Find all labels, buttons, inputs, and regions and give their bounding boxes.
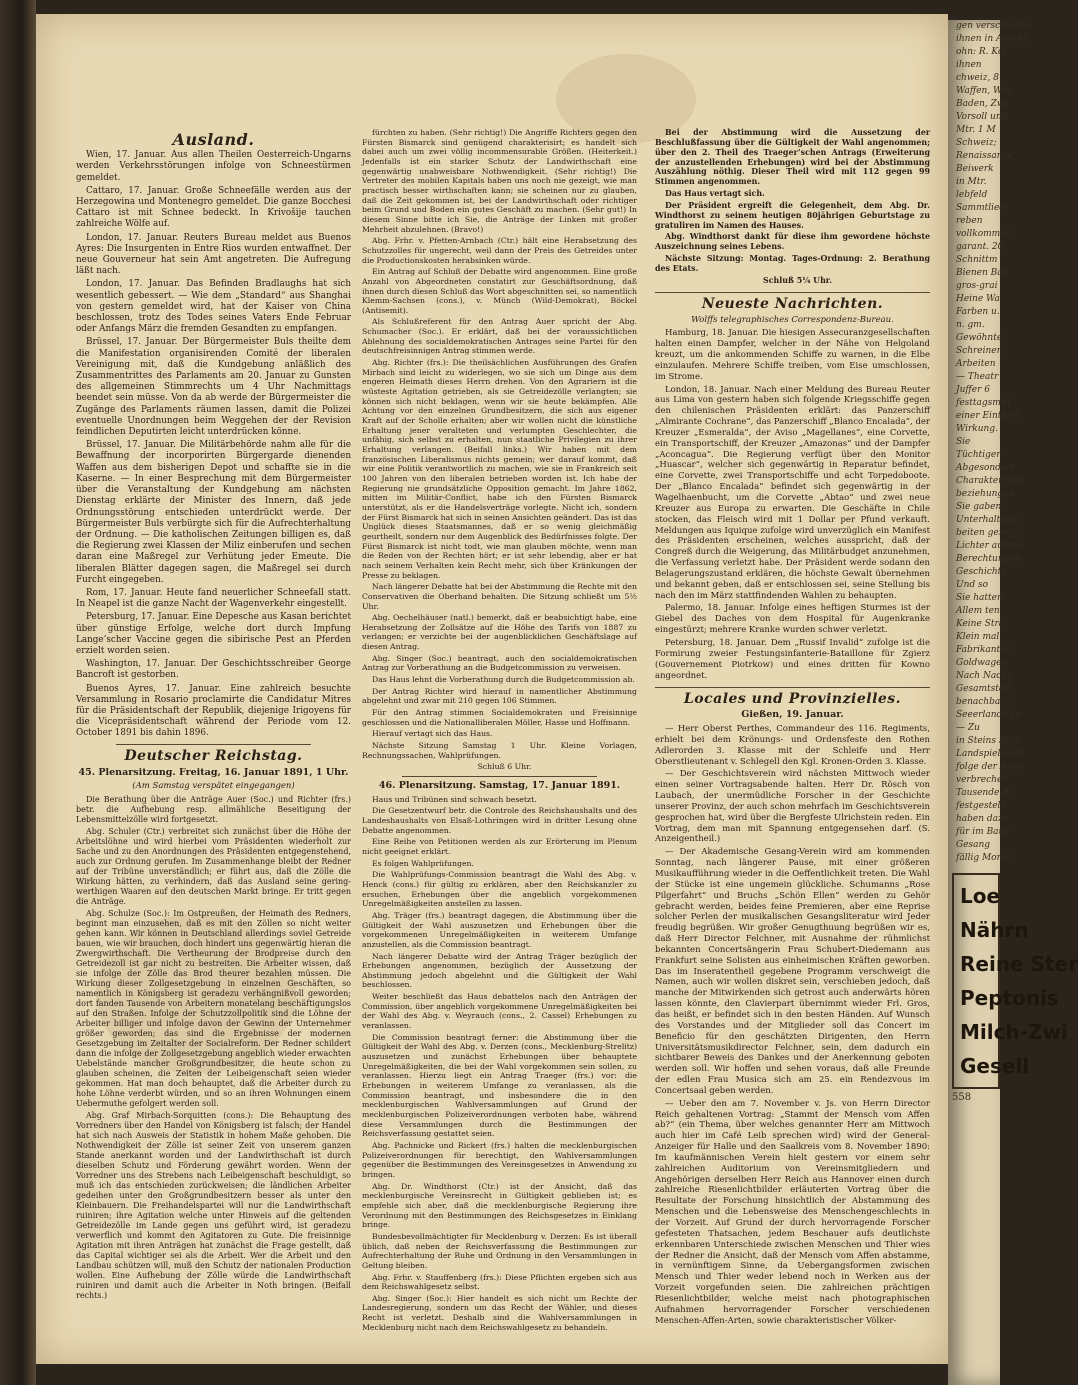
debate-paragraph: Schluß 5¼ Uhr. <box>763 275 832 285</box>
debate-paragraph: Abg. Graf Mirbach-Sorquitten (cons.): Die Behauptung des Vorredners über den Handel von Königsberg ist falsch; der Handel hat sich nach Ausweis der Statistik in hohem Maße gehoben. Die Nothwendigkeit der Zölle ist seiner Zeit von unserem ganzen Stande anerkannt worden und der Landwirthschaft ist durch dieselben Schutz und Förderung gewährt worden. Wenn der Vorredner uns des Strebens nach Leibeigenschaft beschuldigt, so muß ich das entschieden zurückweisen; die ländlichen Arbeiter gedeihen unter den Großgrundbesitzern besser als unter den Kleinbauern. Die Freihandelspartei will nur die Landwirthschaft ruiniren; ihre Agitation welche unter Hinweis auf die geltenden Getreidezölle im Lande gegen uns geführt wird, ist geradezu verwerflich und kommt den Agitatoren zu Gute. Die freisinnige Agitation mit ihren Anträgen hat zunächst die Frage gestellt, daß das Capital wichtiger sei als die Arbeit. Wer die Arbeit und den Landbau schützen will, muß den Schutz der nationalen Production wollen. Eine Aufhebung der Zölle würde die Landwirthschaft ruiniren und damit auch die Arbeiter in Noth bringen. (Beifall rechts.) <box>76 1111 351 1301</box>
news-item: Palermo, 18. Januar. Infolge eines heftigen Sturmes ist der Giebel des Daches von dem Hospital für Augenkranke eingestürzt; mehrere Kranke wurden schwer verletzt. <box>655 603 930 636</box>
debate-paragraph: Abg. Windthorst dankt für diese ihm gewordene höchste Auszeichnung seines Lebens. <box>655 232 930 252</box>
adjacent-text-fragment: festgestellt <box>956 801 1007 811</box>
adjacent-text-fragment: — Theatr <box>956 372 999 382</box>
ausland-articles <box>76 150 351 739</box>
section-heading-reichstag: Deutscher Reichstag. <box>124 747 303 764</box>
advertisement-line: Gesell <box>960 1054 1030 1078</box>
local-item: — Der Geschichtsverein wird nächsten Mittwoch wieder einen seiner Vortragsabende halten. Herr Dr. Rösch von Laubach, der unermüdliche Forscher in der Geschichte unserer Provinz, der auch schon mehrfach im Geschichtsverein gesprochen hat, wird über die Bergfeste Ulrichstein reden. Ein Vortrag, dem man mit Spannung entgegensehen darf. (S. Anzeigentheil.) <box>655 769 930 845</box>
adjacent-text-fragment: Nach Nachr <box>956 671 1012 681</box>
adjacent-page-edge <box>948 20 1078 1385</box>
adjacent-text-fragment: Sammtlied <box>956 203 1006 213</box>
debate-paragraph: Bundesbevollmächtigter für Mecklenburg v. Derzen: Es ist überall üblich, daß neben der Reichsverfassung die Bestimmungen zur Aufrechterhaltung der Ruhe und Ordnung in den Versammlungen in Geltung bleiben. <box>362 1231 637 1270</box>
debate-paragraph: Nächste Sitzung Samstag 1 Uhr. Kleine Vorlagen, Rechnungssachen, Wahlprüfungen. <box>362 741 637 760</box>
adjacent-text-fragment: haben dazu <box>956 814 1009 824</box>
debate-paragraph: Bei der Abstimmung wird die Aussetzung der Beschlußfassung über die Gültigkeit der Wahl angenommen; über den 2. Theil des Traeger’schen Antrags (Erweiterung der anzustellenden Erhebungen) wird bei der Abstimmung Auszählung nöthig. Dieser Theil wird mit 112 gegen 99 Stimmen angenommen. <box>655 128 930 187</box>
news-item: Washington, 17. Januar. Der Geschichtsschreiber George Bancroft ist gestorben. <box>76 659 351 681</box>
debate-paragraph: Der Antrag Richter wird hierauf in namentlicher Abstimmung abgelehnt und zwar mit 210 gegen 106 Stimmen. <box>362 686 637 706</box>
adjacent-text-fragment: vollkommen <box>956 229 1012 239</box>
adjacent-text-fragment: benachbart, <box>956 697 1011 707</box>
section-heading-locales: Locales und Provinzielles. <box>683 691 902 708</box>
adjacent-text-fragment: garant. 20 <box>956 242 1004 252</box>
debate-paragraph: Nach längerer Debatte hat bei der Abstimmung die Rechte mit den Conservativen die Oberhand behalten. Die Sitzung schließt um 5½ Uhr. <box>362 582 637 611</box>
adjacent-text-fragment: Unterhaltung <box>956 515 1018 525</box>
debate-paragraph: Die Gesetzentwurf betr. die Controle des Reichshaushalts und des Landeshaushalts von Elsaß-Lothringen wird in dritter Lesung ohne Debatte angenommen. <box>362 806 637 835</box>
adjacent-text-fragment: Lichter aufzun <box>956 541 1023 551</box>
adjacent-text-fragment: Schnittm <box>956 255 998 265</box>
adjacent-text-fragment: Gewöhnte <box>956 333 1003 343</box>
local-item: — Der Akademische Gesang-Verein wird am kommenden Sonntag, nach längerer Pause, mit einer größeren Musikaufführung wieder in die Oeffentlichkeit treten. Die Wahl der Stücke ist eine ungemein glückliche. Schumanns „Rose Pilgerfahrt“ und Bruchs „Schön Ellen“ werden zu Gehör gebracht werden, beides feine Premieren, aber eine Reprise solcher Perlen der musikalischen Gesangsliteratur wird Jeder freudig begrüßen. Wir großer Genugthuung begrüßen wir es, daß Herr Director Felchner, mit Ausnahme der rühmlichst bekannten Concertsängerin Frau Schubert-Diedemann aus Frankfurt seine Solisten aus einheimischen Kräften geworben. Das im Inseratentheil gegebene Programm verschweigt die Namen, auch wir wollen diskret sein, verschieben jedoch, daß manche der Mitwirkenden sich getrost auch anderwärts hören lassen könnte, den Clavierpart übernimmt wieder Frl. Gros, das heißt, er befindet sich in den besten Händen. Auf Wunsch des Vorstandes und der Mitglieder soll das Concert im Beneficio für den geschätzten Dirigenten, den Herrn Universitätsmusikdirector Felchner, sein, dem dadurch ein sichtbarer Beweis des Dankes und der Anerkennung geboten werden soll. Wir hoffen und sehen voraus, daß alle Freunde der edlen Frau Musica sich am 25. ein Rendezvous im Concertsaal geben werden. <box>655 847 930 1096</box>
debate-paragraph: Der Präsident ergreift die Gelegenheit, dem Abg. Dr. Windthorst zu seinem heutigen 80jährigen Geburtstage zu gratuliren im Namen des Hauses. <box>655 200 930 230</box>
news-item: London, 17. Januar. Reuters Bureau meldet aus Buenos Ayres: Die Insurgenten in Entre Rios wurden entwaffnet. Der neue Gouverneur hat sein Amt angetreten. Die Aufregung läßt nach. <box>76 232 351 277</box>
local-item: — Herr Oberst Perthes, Commandeur des 116. Regiments, erhielt bei dem Krönungs- und Ordensfeste den Rothen Adlerorden 3. Klasse mit der Schleife und Herr Oberstlieutenant v. Schlegell den Kgl. Kronen-Orden 3. Klasse. <box>655 724 930 767</box>
adjacent-text-fragment: Sie <box>956 437 971 447</box>
news-item: Petersburg, 18. Januar. Dem „Russif Invalid“ zufolge ist die Formirung zweier Festungsinfanterie-Bataillone für Zgierz (Gouvernement Piotrkow) und eines dritten für Kowno angeordnet. <box>655 637 930 681</box>
debate-paragraph: Abg. Singer (Soc.) beantragt, auch den socialdemokratischen Antrag zur Vorberathung an die Budgetcommission zu verweisen. <box>362 653 637 673</box>
adjacent-text-fragment: einer Eintheit <box>956 411 1019 421</box>
adjacent-text-fragment: Fabrikanten <box>956 645 1012 655</box>
adjacent-text-fragment: Und so <box>956 580 989 590</box>
adjacent-text-fragment: Bienen Bau <box>956 268 1009 278</box>
debate-paragraph: Eine Reihe von Petitionen werden als zur Erörterung im Plenum nicht geeignet erklärt. <box>362 837 637 856</box>
session-subtitle: (Am Samstag verspätet eingegangen) <box>132 780 295 791</box>
advertisement-line: Loe <box>960 884 1001 908</box>
advertisement-line: Milch-Zwi <box>960 1020 1068 1044</box>
dateline: Gießen, 19. Januar. <box>741 709 844 721</box>
local-item: — Ueber den am 7. November v. Js. von Herrn Director Reich gehaltenen Vortrag: „Stammt der Mensch vom Affen ab?“ (ein Thema, über welches genannter Herr am Mittwoch auch hier im Café Leib sprechen wird) wird der General-Anzeiger für Halle und den Saalkreis vom 8. November 1890: Im kaufmännischen Verein hielt gestern vor einem sehr zahlreichen Auditorium von Vereinsmitgliedern und Angehörigen derselben Herr Reich aus Hannover einen durch zahlreiche Riesenlichtbilder erläuterten Vortrag über die Resultate der Forschung hinsichtlich der Abstammung des Menschen und die Lebensweise des Menschengeschlechts in der Vorzeit. Auf Grund der durch hervorragende Forscher gefesteten Thatsachen, jedem Beschauer aufs deutlichste erkennbaren Unterschiede zwischen Menschen und Thier wies der Redner die Ansicht, daß der Mensch vom Affen abstamme, in vernünftigem Sinne, da Uebergangsformen zwischen Mensch und Thier weder lebend noch in Werken aus der Vorzeit vorgefunden seien. Die zahlreichen prächtigen Riesenlichtbilder, welche meist nach photographischen Aufnahmen hervorragender Forscher verschiedenen Menschen-Affen-Arten, sowie charakteristischer Völker- <box>655 1098 930 1326</box>
debate-paragraph: Abg. Pachnicke und Rickert (frs.) halten die mecklenburgischen Polizeiverordnungen für berechtigt, den Wahlversammlungen gegenüber die Bestimmungen des Vereinsgesetzes in Anwendung zu bringen. <box>362 1140 637 1179</box>
debate-paragraph: Hierauf vertagt sich das Haus. <box>372 729 493 739</box>
news-item: Cattaro, 17. Januar. Große Schneefälle werden aus der Herzegowina und Montenegro gemeldet. Die ganze Bocchesi Cattaro ist mit Schnee bedeckt. In Krivošije tauchen zahlreiche Wölfe auf. <box>76 185 351 230</box>
section-heading-ausland: Ausland. <box>172 130 255 149</box>
divider <box>116 744 311 745</box>
adjacent-text-fragment: Geschichte <box>956 567 1007 577</box>
adjacent-text-fragment: reben <box>956 216 983 226</box>
adjacent-text-fragments <box>948 20 1032 865</box>
adjacent-text-fragment: folge der Anku <box>956 762 1024 772</box>
debate-paragraph: Die Berathung über die Anträge Auer (Soc.) und Richter (frs.) betr. die Aufhebung resp. allmähliche Beseitigung der Lebensmittelzölle wird fortgesetzt. <box>76 795 351 825</box>
news-item: London, 18. Januar. Nach einer Meldung des Bureau Reuter aus Lima von gestern haben sich folgende Kriegsschiffe gegen den chilenischen Präsidenten erklärt: das Panzerschiff „Almirante Cochrane“, das Panzerschiff „Blanco Encalada“, der Kreuzer „Esmeralda“, der Aviso „Magellanes“, eine Corvette, ein Transportschiff, der Kreuzer „Amazonas“ und der Dampfer „Aconcagua“. Die Regierung verfügt über den Monitor „Huascar“, welcher sich gegenwärtig in Reparatur befindet, eine Corvette, zwei Transportschiffe und acht Torpedoboote. Der „Blanco Encalada“ befindet sich gegenwärtig in der Wagelhaenbucht, um die Corvette „Abtao“ und zwei neue Kreuzer aus Europa zu erwarten. Die Geschäfte in Chile stocken, das Fleisch wird mit 1 Dollar per Pfund verkauft. Meldungen aus Iquique zufolge wird unverzüglich ein Manifest des Präsidenten erscheinen, welches ausspricht, daß der Congreß durch die Weigerung, das Militärbudget anzunehmen, die Verfassung verletzt habe. Der Präsident werde sodann den Belagerungszustand erklären, die höchste Gewalt übernehmen und bekannt geben, daß er entschlossen sei, seine Stellung bis nach den im März stattfindenden Wahlen zu behaupten. <box>655 384 930 601</box>
adjacent-text-fragment: für im Bauz <box>956 827 1010 837</box>
adjacent-text-fragment: Sie gaben <box>956 502 1002 512</box>
news-item: Petersburg, 17. Januar. Eine Depesche aus Kasan berichtet über günstige Erfolge, welche dort durch Impfung Lange’scher Vaccine gegen die sibirische Pest an Pferden erzielt worden seien. <box>76 612 351 656</box>
book-binding <box>0 0 36 1385</box>
adjacent-text-fragment: Gesamtstell <box>956 684 1010 694</box>
adjacent-text-fragment: Tüchtiger <box>956 450 1001 460</box>
column-nachrichten <box>655 128 930 1328</box>
advertisement-line: Reine Ster <box>960 952 1078 976</box>
adjacent-text-fragment: Landspielgesel <box>956 749 1025 759</box>
debate-paragraph: Es folgen Wahlprüfungen. <box>372 858 475 868</box>
adjacent-text-fragment: ihnen in Anschl <box>956 34 1027 44</box>
debate-paragraph: Das Haus lehnt die Vorberathung durch die Budgetcommission ab. <box>372 675 635 685</box>
divider <box>655 292 930 293</box>
adjacent-text-fragment: ihnen <box>956 60 982 70</box>
news-item: Brüssel, 17. Januar. Die Militärbehörde nahm alle für die Bewaffnung der incorporirten Bürgergarde dienenden Waffen aus dem bisherigen Depot und schaffte sie in die Kaserne. — In einer Besprechung mit dem Bürgermeister über die Veranstaltung der Kundgebung am nächsten Dienstag erklärte der Minister des Innern, daß jede Ordnungsstörung entschieden unterdrückt werde. Der Bürgermeister Buls verbürgte sich für die Aufrechterhaltung der Ordnung. — Die katholischen Zeitungen billigen es, daß die Regierung zwei Klassen der Miliz einberufen und sechen daran eine Maßregel zur Verhütung jeder Emeute. Die liberalen Blätter dagegen sagen, die Maßregel sei durch Furcht eingegeben. <box>76 440 351 585</box>
section-heading-nachrichten: Neueste Nachrichten. <box>701 295 884 312</box>
adjacent-text-fragment: verbrecher <box>956 775 1007 785</box>
debate-paragraph: Nach längerer Debatte wird der Antrag Träger bezüglich der Erhebungen angenommen, bezüglich der Aussetzung der Abstimmung jedoch abgelehnt und die Gültigkeit der Wahl beschlossen. <box>362 951 637 990</box>
adjacent-text-fragment: Schreiner, <box>956 346 1003 356</box>
adjacent-text-fragment: lebfeld <box>956 190 988 200</box>
adjacent-text-fragment: Arbeiten <box>956 359 996 369</box>
debate-paragraph: Abg. Träger (frs.) beantragt dagegen, die Abstimmung über die Gültigkeit der Wahl auszusetzen und Erhebungen über die vorgekommenen Unregelmäßigkeiten in weiterem Umfange anzustellen, als die Commission beantragt. <box>362 910 637 949</box>
adjacent-text-fragment: chweiz, 8 <box>956 73 999 83</box>
adjacent-text-fragment: Waffen, Wag <box>956 86 1013 96</box>
debate-paragraph: Die Commission beantragt ferner: die Abstimmung über die Gültigkeit der Wahl des Abg. v. Derzen (cons., Mecklenburg-Strelitz) auszusetzen und zunächst Erhebungen über behauptete Unregelmäßigkeiten, die bei der Wahl vorgekommen sein sollen, zu veranlassen. Hierzu liegt ein Antrag Traeger (frs.) vor: die Erhebungen in weiterem Umfange zu veranlassen, als die Commission beantragt, und insbesondere die in den mecklenburgischen Wahlversammlungen auf Grund der mecklenburgischen Polizeiverordnungen verboten habe, während diese Versammlungen durch die Bestimmungen der Reichsverfassung gestattet seien. <box>362 1032 637 1139</box>
news-item: Hamburg, 18. Januar. Die hiesigen Assecuranzgesellschaften halten einen Dampfer, welcher in der Nähe von Helgoland kreuzt, um die ankommenden Schiffe zu warnen, in die Elbe einzulaufen. Mehrere Schiffe treiben, vom Eise umschlossen, im Strome. <box>655 328 930 382</box>
adjacent-text-fragment: Wirkung. <box>956 424 998 434</box>
session-title: 45. Plenarsitzung. Freitag, 16. Januar 1891, 1 Uhr. <box>78 766 349 778</box>
adjacent-text-fragment: ohn: R. Kol <box>956 47 1007 57</box>
adjacent-text-fragment: Keine Stra <box>956 619 1005 629</box>
adjacent-text-fragment: Farben u. <box>956 307 1000 317</box>
adjacent-text-fragment: Goldwagen <box>956 658 1008 668</box>
adjacent-text-fragment: Allem ten <box>956 606 1000 616</box>
adjacent-text-fragment: Mtr. 1 M <box>956 125 996 135</box>
adjacent-text-fragment: gen verschieden <box>956 21 1032 31</box>
debate-paragraph: Abg. Richter (frs.): Die theilsächlichen Ausführungen des Grafen Mirbach sind leicht zu widerlegen, wo sie sich um Dinge aus dem engeren Heimath dieses Herrn drehen. Von den Agrariern ist die wüsteste Agitation getrieben, als sie Getreidezölle verlangten; sie können sich nicht beklagen, wenn wir sie heute bekämpfen. Alle Achtung vor den einzelnen Grundbesitzern, die sich aus eigener Kraft auf der Scholle erhalten; aber wir wollen nicht die künstliche Erhaltung jener veralteten und verlumpten Geschlechter, die unfähig, sich selbst zu erhalten, nun staatliche Privilegien zu ihrer Erhaltung verlangen. (Beifall links.) Wir haben mit dem französischen Liberalismus nichts gemein; wer darauf kommt, daß wir eine Politik verantwortlich zu machen, wie sie in Frankreich seit 100 Jahren von den liberalen betrieben worden ist. Ich habe der Regierung nie grundsätzliche Opposition gemacht. Im Jahre 1862, mitten im Militär-Conflict, habe ich den Fürsten Bismarck unterstützt, als er die Handelsverträge vorlegte. Nicht ich, sondern der Fürst Bismarck hat sich in seinen Ansichten geändert. Das ist das Unglück dieses Staatsmannes, daß er so wenig gleichmäßig geurtheilt, sondern nur dem Augenblick des Bedürfnisses folgte. Der Fürst Bismarck ist nicht todt, wie man glauben möchte, wenn man die Reden von der Rechten hört; er ist sehr lebendig, aber er hat nach seinem Verhalten kein Recht mehr, sich über Kränkungen der Presse zu beklagen. <box>362 358 637 580</box>
adjacent-text-fragment: — Zu <box>956 723 980 733</box>
adjacent-text-fragment: Schweiz; <box>956 138 997 148</box>
debate-paragraph: Als Schlußreferent für den Antrag Auer spricht der Abg. Schumacher (Soc.). Er erklärt, daß bei der voraussichtlichen Ablehnung des socialdemokratischen Antrages seine Partei für den deutschfreisinnigen Antrag stimmen werde. <box>362 317 637 356</box>
section-subheading: Wolffs telegraphisches Correspondenz-Bureau. <box>691 314 894 325</box>
debate-paragraph: Nächste Sitzung: Montag. Tages-Ordnung: 2. Berathung des Etats. <box>655 254 930 273</box>
advertisement-line: Peptonis <box>960 986 1059 1010</box>
adjacent-text-fragment: Beiwerk <box>956 164 994 174</box>
debate-paragraph: Haus und Tribünen sind schwach besetzt. <box>372 794 537 804</box>
debate-paragraph: Ein Antrag auf Schluß der Debatte wird angenommen. Eine große Anzahl von Abgeordneten constatirt zur Geschäftsordnung, daß ihnen durch diesen Schluß das Wort abgeschnitten sei, so namentlich Klemm-Sachsen (cons.), v. Münch (Wild-Demokrat), Böckel (Antisemit). <box>362 267 637 315</box>
debate-paragraph: Abg. Dr. Windthorst (Ctr.) ist der Ansicht, daß das mecklenburgische Vereinsrecht in Gültigkeit geblieben ist; es empfehle sich aber, daß die mecklenburgische Regierung ihre Verordnung mit den Bestimmungen des Reichsgesetzes in Einklang bringe. <box>362 1181 637 1230</box>
debate-paragraph: Die Wahlprüfungs-Commission beantragt die Wahl des Abg. v. Henck (cons.) für gültig zu erklären, aber den Reichskanzler zu ersuchen, Erhebungen über die angeblich vorgekommenen Unregelmäßigkeiten anstellen zu lassen. <box>362 870 637 909</box>
column-reichstag-cont <box>362 128 637 1334</box>
debate-paragraph: Schluß 6 Uhr. <box>477 762 532 772</box>
adjacent-text-fragment: Heine Wa <box>956 294 1000 304</box>
adjacent-text-fragment: fällig Morge <box>956 853 1012 863</box>
debate-paragraph: Weiter beschließt das Haus debattelos nach den Anträgen der Commission, über angeblich vorgekommene Unregelmäßigkeiten bei der Wahl des Abg. v. Weyrauch (cons., 2. Cassel) Erhebungen zu veranlassen. <box>362 992 637 1031</box>
advertisement-line: Nährn <box>960 918 1029 942</box>
news-item: Rom, 17. Januar. Heute fand neuerlicher Schneefall statt. In Neapel ist die ganze Nacht der Wagenverkehr eingestellt. <box>76 587 351 610</box>
debate-paragraph: Abg. Schuler (Ctr.) verbreitet sich zunächst über die Höhe der Arbeitslöhne und wird hierbei vom Präsidenten wiederholt zur Sache und zu den Anordnungen des Präsidenten entgegenstehend, auch zur Ordnung gerufen. Im Zusammenhange bleibt der Redner auf der Tribüne unverständlich; er führt aus, daß die Zölle die Wirkung hätten, zu verhindern, daß das Ausland seine gering-werthigen Waaren auf den deutschen Markt bringe. Er tritt gegen die Anträge. <box>76 827 351 907</box>
adjacent-text-fragment: beiten gezeig <box>956 528 1018 538</box>
adjacent-text-fragment: Baden, Zwi <box>956 99 1008 109</box>
adjacent-text-fragment: Tausende Br <box>956 788 1014 798</box>
session-title: 46. Plenarsitzung. Samstag, 17. Januar 1891. <box>378 780 621 791</box>
advertisement-box <box>952 873 1078 1089</box>
adjacent-text-fragment: Abgesondert <box>956 463 1015 473</box>
news-item: Brüssel, 17. Januar. Der Bürgermeister Buls theilte dem die Manifestation organisirenden Comité der liberalen Vereinigung mit, daß die Kundgebung anläßlich des Zusammentrittes des Parlaments am 20. Januar zu Gunsten des allgemeinen Stimmrechts um 4 Uhr Nachmittags beendet sein müsse. Von da ab werde der Bürgermeister die Zugänge des Parlaments räumen lassen, damit die Polizei eventuelle Unordnungen beim Weggehen der der Revision feindlichen Deputirten leicht unterdrücken könne. <box>76 337 351 438</box>
adjacent-text-fragment: Gesang <box>956 840 991 850</box>
debate-paragraph: Abg. Oechelhäuser (natl.) bemerkt, daß er beabsichtigt habe, eine Herabsetzung der Zollsätze auf die Höhe des Tarifs von 1887 zu verlangen; er verzichte bei der augenblicklichen Geschäftslage auf diesen Antrag. <box>362 613 637 652</box>
debate-paragraph: Abg. Singer (Soc.): Hier handelt es sich nicht um Rechte der Landesregierung, sondern um das Recht der Wähler, und dieses Recht ist verletzt. Deshalb sind die Wahlversammlungen in Mecklenburg nicht nach dem Reichswahlgesetz zu behandeln. <box>362 1293 637 1332</box>
debate-paragraph: fürchten zu haben. (Sehr richtig!) Die Angriffe Richters gegen den Fürsten Bismarck sind genügend charakterisirt; es handelt sich dabei auch um zwei völlig incommensurable Größen. (Heiterkeit.) Jedenfalls ist ein starker Schutz der Landwirthschaft eine gegenwärtig unabweisbare Nothwendigkeit. (Sehr richtig!) Die Vertreter des mobilen Kapitals haben uns noch nie gezeigt, wie man practisch besser wirthschaften kann; sie scheinen nur zu glauben, daß die Zeit gekommen ist, bei der Landwirthschaft oder richtiger beim Grund und Boden ein gutes Geschäft zu machen. (Sehr gut!) In diesem Sinne bitte ich Sie, die Anträge der Linken mit großer Mehrheit abzulehnen. (Bravo!) <box>362 128 637 234</box>
debate-paragraph: Abg. Frhr. v. Pfetten-Arnbach (Ctr.) hält eine Herabsetzung des Schutzzolles für ungerecht, weil dann der Preis des Getreides unter die Productionskosten herabsinken würde. <box>362 236 637 265</box>
news-item: Buenos Ayres, 17. Januar. Eine zahlreich besuchte Versammlung in Rosario proclamirte die Candidatur Mitres für die Präsidentschaft der Republik, diejenige Irigoyens für die Vicepräsidentschaft während der Periode vom 12. October 1891 bis dahin 1896. <box>76 683 351 739</box>
adjacent-text-fragment: Charakterzüge <box>956 476 1025 486</box>
adjacent-text-fragment: in Mtr. <box>956 177 987 187</box>
debate-paragraph: Für den Antrag stimmen Socialdemokraten und Freisinnige geschlossen und die Nationalliberalen Möller, Hasse und Hoffmann. <box>362 708 637 727</box>
debate-paragraph: Abg. Frhr. v. Stauffenberg (frs.): Diese Pflichten ergeben sich aus dem Reichswahlgesetz selbst. <box>362 1272 637 1292</box>
debate-paragraph: Das Haus vertagt sich. <box>665 189 765 199</box>
adjacent-text-fragment: beziehungen <box>956 489 1015 499</box>
adjacent-text-fragment: Klein mal <box>956 632 1000 642</box>
adjacent-text-fragment: Renaissance <box>956 151 1013 161</box>
adjacent-text-fragment: Sie hatten <box>956 593 1003 603</box>
column-ausland <box>76 128 351 1303</box>
adjacent-text-fragment: festtagsmitt <box>956 398 1011 408</box>
news-item: London, 17. Januar. Das Befinden Bradlaughs hat sich wesentlich gebessert. — Wie dem „Standard“ aus Shanghai von gestern gemeldet wird, hat der Kaiser von China beschlossen, trotz des Todes seines Vaters Ende Februar oder Anfangs März die fremden Gesandten zu empfangen. <box>76 279 351 335</box>
adjacent-text-fragment: gros-grai <box>956 281 998 291</box>
divider <box>655 687 930 688</box>
adjacent-text-fragment: Berechtung de <box>956 554 1024 564</box>
news-item: Wien, 17. Januar. Aus allen Theilen Oesterreich-Ungarns werden Verkehrsstörungen infolge von Schneestürmen gemeldet. <box>76 150 351 183</box>
divider <box>402 776 597 777</box>
debate-paragraph: Abg. Schulze (Soc.): Im Ostpreußen, der Heimath des Redners, beginnt man einzusehen, daß es mit den Zöllen so nicht weiter gehen kann. Wir können in Deutschland allerdings soviel Getreide bauen, wie wir brauchen, doch hindert uns gegenwärtig hieran die Zwergwirthschaft. Die Vertheurung der Brodpreise durch den Getreidezoll ist gar nicht zu bestreiten. Die Arbeiter wissen, daß sie infolge der Zölle das Brod theurer bezahlen müssen. Die Wirkung dieser Zollgesetzgebung in einzelnen Geschäften, so namentlich in Königsberg ist geradezu verhängnißvoll geworden; dort fanden Tausende von Arbeitern monatelang beschäftigungslos auf den Straßen. Infolge der Schutzzollpolitik sind die Löhne der Arbeiter billiger und infolge davon der Gewinn der Unternehmer größer geworden; das sind die Ergebnisse der modernen Gesetzgebung im Zeitalter der Socialreform. Der Redner schildert dann die infolge der Zollgesetzgebung angeblich wieder erwachten Uebelstände mancher Großgrundbesitzer, die heute schon zu glauben scheinen, die Zeiten der Leibeigenschaft seien wieder gekommen. Hat man doch behauptet, daß die Arbeiter durch zu hohe Löhne verderbt würden, und so an ihren Wohnungen einem Uebermuthe gefolgert werden soll. <box>76 909 351 1109</box>
adjacent-text-fragment: Vorsoll und <box>956 112 1008 122</box>
adjacent-text-fragment: in Steins Sack <box>956 736 1021 746</box>
adjacent-text-fragment: Juffer 6 <box>956 385 990 395</box>
adjacent-text-fragment: n. gm. <box>956 320 985 330</box>
adjacent-text-fragment: Seeerlande zu <box>956 710 1021 720</box>
page-number: 558 <box>952 1092 972 1103</box>
